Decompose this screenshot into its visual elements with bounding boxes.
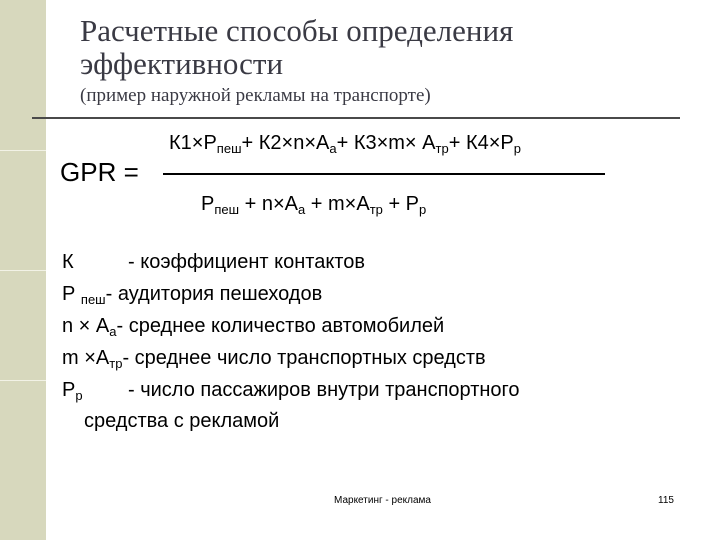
- definition-row: [62, 377, 520, 409]
- sidebar-tick: [0, 380, 46, 381]
- slide-subtitle: (пример наружной рекламы на транспорте): [80, 85, 431, 106]
- formula-lhs: GPR =: [60, 157, 139, 187]
- definition-row: [62, 249, 520, 281]
- definition-row: [62, 345, 520, 377]
- title-divider: [32, 117, 680, 119]
- definition-row: [62, 281, 520, 313]
- definition-text: - число пассажиров внутри транспортного: [128, 379, 520, 401]
- definition-continuation: средства с рекламой: [84, 410, 280, 432]
- subscript: пеш: [80, 292, 106, 307]
- subscript: р: [419, 202, 427, 217]
- title-line-1: Расчетные способы определения: [80, 13, 514, 48]
- subscript: а: [297, 202, 306, 217]
- page-number: 115: [658, 495, 674, 506]
- decorative-sidebar: [0, 0, 46, 540]
- definition-text: - коэффициент контактов: [128, 251, 365, 273]
- sidebar-tick: [0, 270, 46, 271]
- subscript: а: [109, 324, 117, 339]
- definition-symbol: $m \times А_{тр}$: [62, 347, 123, 371]
- title-line-2: эффективности: [80, 46, 284, 81]
- subscript: а: [329, 141, 337, 156]
- subscript: р: [513, 141, 521, 156]
- definition-symbol: К: [62, 251, 74, 273]
- slide-title: [80, 14, 680, 107]
- subscript: тр: [369, 202, 383, 217]
- footer-text: Маркетинг - реклама: [334, 495, 431, 506]
- definition-symbol: $Р_р$: [62, 379, 83, 403]
- definition-text: - среднее количество автомобилей: [116, 315, 445, 337]
- subscript: тр: [435, 141, 449, 156]
- subscript: пеш: [216, 141, 242, 156]
- formula-denominator: $Р_{пеш} + n\times А_а + m\times А_{тр} + Р_р$: [201, 193, 427, 217]
- definition-text: - аудитория пешеходов: [105, 283, 323, 305]
- definition-symbol: Р $_{пеш}$: [62, 283, 106, 307]
- definitions-list: [62, 249, 520, 433]
- subscript: тр: [109, 356, 123, 371]
- sidebar-tick: [0, 150, 46, 151]
- definition-row: [62, 313, 520, 345]
- definition-symbol: $n \times А_а$: [62, 315, 117, 339]
- formula-numerator: $К1\times Р_{пеш}+ К2\times n\times А_а+ К3\times m\times А_{тр}+ К4\times Р_р$: [169, 132, 521, 156]
- subscript: пеш: [214, 202, 240, 217]
- subscript: р: [75, 388, 83, 403]
- definition-text: - среднее число транспортных средств: [122, 347, 486, 369]
- fraction-bar: [163, 173, 605, 175]
